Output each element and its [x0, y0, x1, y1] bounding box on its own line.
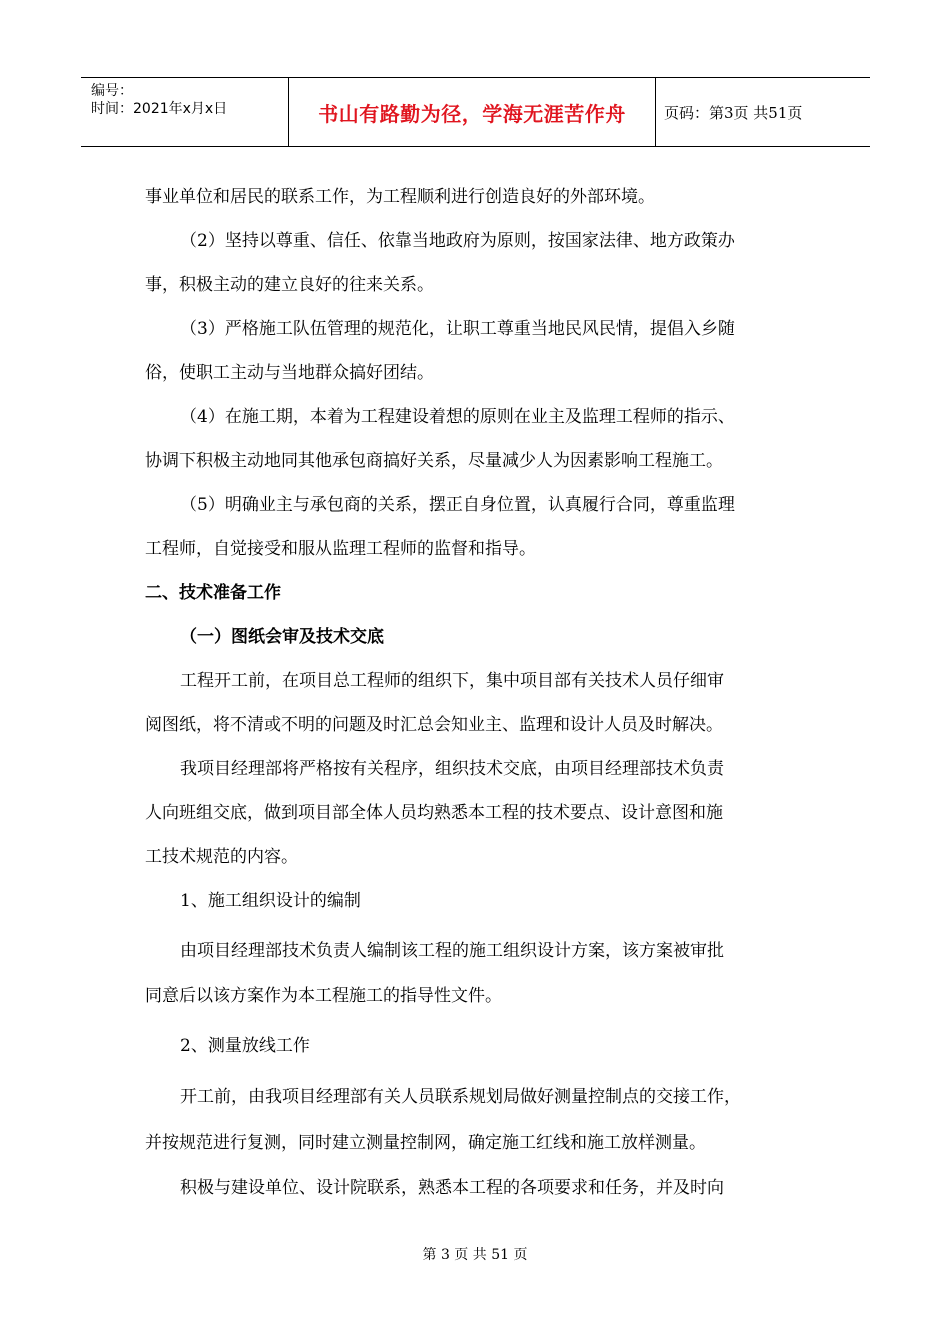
paragraph-line: 工技术规范的内容。	[145, 847, 298, 867]
paragraph-line: 人向班组交底，做到项目部全体人员均熟悉本工程的技术要点、设计意图和施	[145, 803, 723, 823]
paragraph-line: 同意后以该方案作为本工程施工的指导性文件。	[145, 986, 502, 1006]
paragraph-line: 并按规范进行复测，同时建立测量控制网，确定施工红线和施工放样测量。	[145, 1133, 706, 1153]
paragraph-line: （3）严格施工队伍管理的规范化，让职工尊重当地民风民情，提倡入乡随	[180, 319, 735, 339]
item-heading: 2、测量放线工作	[180, 1036, 310, 1056]
paragraph-line: 积极与建设单位、设计院联系，熟悉本工程的各项要求和任务，并及时向	[180, 1178, 724, 1198]
page-info: 页码：第3页 共51页	[664, 103, 803, 122]
paragraph-line: 事业单位和居民的联系工作，为工程顺利进行创造良好的外部环境。	[145, 187, 655, 207]
page-header	[81, 77, 870, 147]
paragraph-line: （2）坚持以尊重、信任、依靠当地政府为原则，按国家法律、地方政策办	[180, 231, 735, 251]
paragraph-line: （4）在施工期，本着为工程建设着想的原则在业主及监理工程师的指示、	[180, 407, 735, 427]
header-meta-cell	[81, 78, 289, 146]
paragraph-line: 开工前，由我项目经理部有关人员联系规划局做好测量控制点的交接工作，	[180, 1087, 741, 1107]
paragraph-line: 事，积极主动的建立良好的往来关系。	[145, 275, 434, 295]
number-label: 编号：	[91, 83, 133, 99]
paragraph-line: 我项目经理部将严格按有关程序，组织技术交底，由项目经理部技术负责	[180, 759, 724, 779]
paragraph-line: 阅图纸，将不清或不明的问题及时汇总会知业主、监理和设计人员及时解决。	[145, 715, 723, 735]
page-footer: 第 3 页 共 51 页	[422, 1247, 528, 1263]
paragraph-line: 工程师，自觉接受和服从监理工程师的监督和指导。	[145, 539, 536, 559]
motto-text: 书山有路勤为径，学海无涯苦作舟	[318, 101, 626, 126]
section-heading: 二、技术准备工作	[145, 583, 281, 603]
time-label: 时间：2021年x月x日	[91, 101, 228, 117]
paragraph-line: 工程开工前，在项目总工程师的组织下，集中项目部有关技术人员仔细审	[180, 671, 724, 691]
item-heading: 1、施工组织设计的编制	[180, 891, 361, 911]
header-motto-cell	[289, 78, 656, 146]
paragraph-line: 俗，使职工主动与当地群众搞好团结。	[145, 363, 434, 383]
paragraph-line: 协调下积极主动地同其他承包商搞好关系，尽量减少人为因素影响工程施工。	[145, 451, 723, 471]
paragraph-line: 由项目经理部技术负责人编制该工程的施工组织设计方案，该方案被审批	[180, 941, 724, 961]
subsection-heading: （一）图纸会审及技术交底	[180, 627, 384, 647]
paragraph-line: （5）明确业主与承包商的关系，摆正自身位置，认真履行合同，尊重监理	[180, 495, 735, 515]
